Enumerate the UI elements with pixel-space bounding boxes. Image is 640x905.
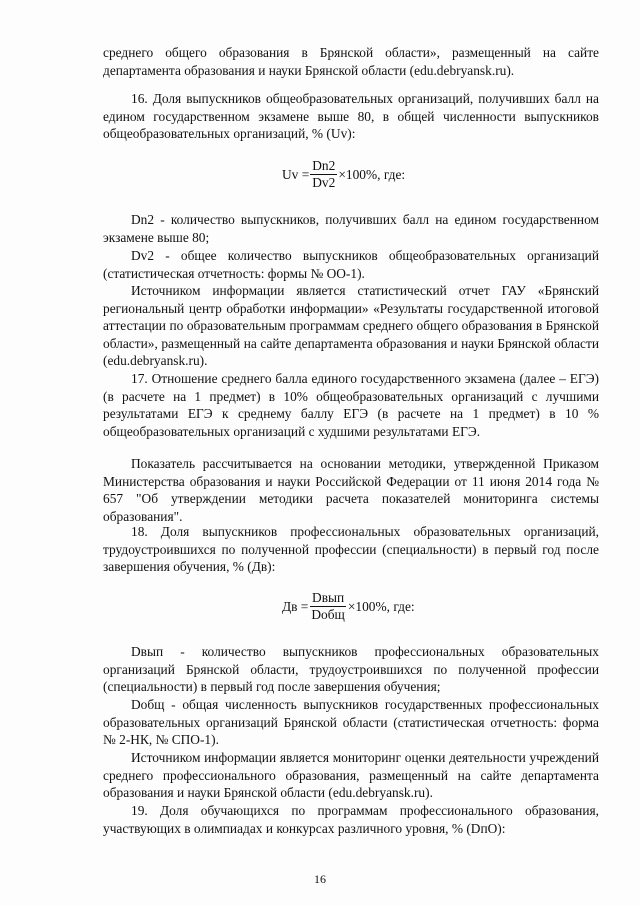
formula-dv-denominator: Dобщ: [311, 607, 345, 622]
formula-uv-numerator: Dn2: [312, 158, 336, 173]
paragraph-17: 17. Отношение среднего балла единого государственного экзамена (далее – ЕГЭ) (в расчете на 1 предмет) в 10% общеобразовательных организаций с лучшими результатами ЕГЭ к среднему баллу ЕГЭ (в расчете на 1 предмет) в 10 % общеобразовательных организаций с худшими результатами ЕГЭ.: [103, 371, 599, 439]
formula-dv-fraction: [309, 590, 347, 623]
formula-uv-denominator: Dv2: [312, 175, 336, 190]
definition-dn2: Dn2 - количество выпускников, получивших балл на едином государственном экзамене выше 80;: [103, 212, 599, 245]
paragraph-methodology: Показатель рассчитывается на основании методики, утвержденной Приказом Министерства образования и науки Российской Федерации от 11 июня 2014 года № 657 "Об утверждении методики расчета показателей мониторинга системы образования".: [103, 456, 599, 524]
paragraph-continuation: среднего общего образования в Брянской области», размещенный на сайте департамента образования и науки Брянской области (edu.debryansk.ru).: [103, 45, 599, 78]
page-number: 16: [314, 872, 326, 886]
formula-uv: [282, 158, 405, 191]
formula-dv: [282, 590, 415, 623]
definition-dvyp: Dвып - количество выпускников профессиональных образовательных организаций Брянской области, трудоустроившихся по полученной профессии (специальности) в первый год после завершения обучения;: [103, 644, 599, 695]
paragraph-source-18: Источником информации является мониторинг оценки деятельности учреждений среднего профессионального образования, размещенный на сайте департамента образования и науки Брянской области (edu.debryansk.ru).: [103, 750, 599, 801]
formula-uv-multiplier: ×100%: [338, 166, 378, 182]
formula-uv-fraction: [310, 158, 337, 191]
formula-dv-tail: , где:: [386, 598, 415, 614]
paragraph-source-16: Источником информации является статистический отчет ГАУ «Брянский региональный центр обработки информации» «Результаты государственной итоговой аттестации по образовательным программам среднего общего образования в Брянской области», размещенный на сайте департамента образования и науки Брянской области (edu.debryansk.ru).: [103, 283, 599, 369]
paragraph-19: 19. Доля обучающихся по программам профессионального образования, участвующих в олимпиадах и конкурсах различного уровня, % (DпО):: [103, 803, 599, 836]
formula-dv-lhs: Дв =: [282, 598, 309, 614]
definition-dobsch: Dобщ - общая численность выпускников государственных профессиональных образовательных организаций Брянской области (статистическая отчетность: форма № 2-НК, № СПО-1).: [103, 697, 599, 748]
formula-uv-lhs: Uv =: [282, 166, 310, 182]
formula-uv-tail: , где:: [377, 166, 406, 182]
paragraph-16: 16. Доля выпускников общеобразовательных организаций, получивших балл на едином государственном экзамене выше 80, в общей численности выпускников общеобразовательных организаций, % (Uv):: [103, 91, 599, 142]
formula-dv-numerator: Dвып: [312, 590, 345, 605]
definition-dv2: Dv2 - общее количество выпускников общеобразовательных организаций (статистическая отчетность: формы № ОО-1).: [103, 248, 599, 281]
paragraph-18: 18. Доля выпускников профессиональных образовательных организаций, трудоустроившихся по полученной профессии (специальности) в первый год после завершения обучения, % (Дв):: [103, 524, 599, 575]
formula-dv-multiplier: ×100%: [347, 598, 387, 614]
